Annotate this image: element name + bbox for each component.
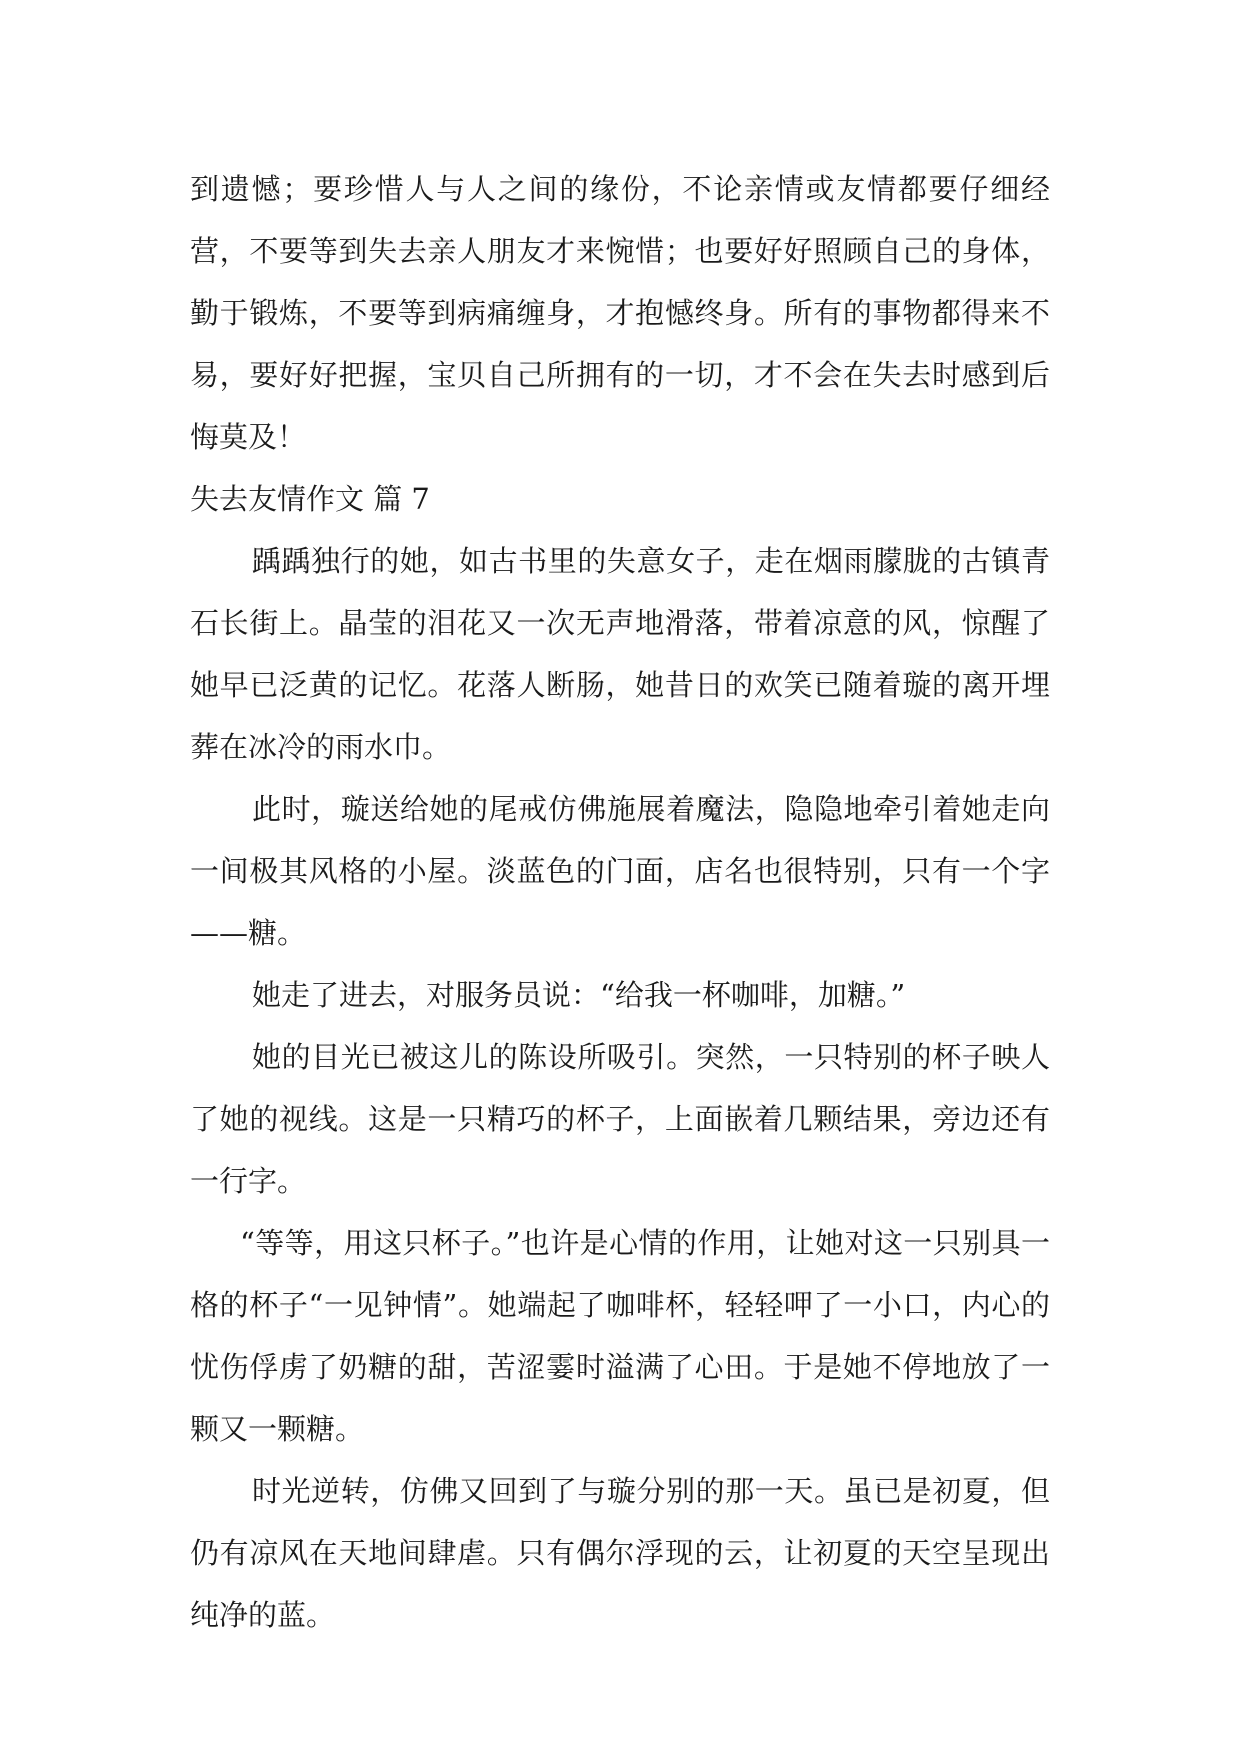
paragraph-1: 踽踽独行的她，如古书里的失意女子，走在烟雨朦胧的古镇青石长街上。晶莹的泪花又一次无声地滑落，带着凉意的风，惊醒了她早已泛黄的记忆。花落人断肠，她昔日的欢笑已随着璇的离开埋葬在冰冷的雨水巾。 bbox=[190, 544, 1050, 764]
section-heading: 失去友情作文 篇 7 bbox=[190, 482, 430, 516]
document-body bbox=[190, 158, 1050, 1646]
paragraph-6: 时光逆转，仿佛又回到了与璇分别的那一天。虽已是初夏，但仍有凉风在天地间肆虐。只有偶尔浮现的云，让初夏的天空呈现出纯净的蓝。 bbox=[190, 1474, 1050, 1632]
paragraph-2: 此时，璇送给她的尾戒仿佛施展着魔法，隐隐地牵引着她走向一间极其风格的小屋。淡蓝色的门面，店名也很特别，只有一个字——糖。 bbox=[190, 792, 1050, 950]
paragraph-3: 她走了进去，对服务员说：“给我一杯咖啡，加糖。” bbox=[252, 978, 906, 1012]
paragraph-5: “等等，用这只杯子。”也许是心情的作用，让她对这一只别具一格的杯子“一见钟情”。她端起了咖啡杯，轻轻呷了一小口，内心的忧伤俘虏了奶糖的甜，苦涩霎时溢满了心田。于是她不停地放了一颗又一颗糖。 bbox=[190, 1226, 1050, 1446]
paragraph-4: 她的目光已被这儿的陈设所吸引。突然，一只特别的杯子映人了她的视线。这是一只精巧的杯子，上面嵌着几颗结果，旁边还有一行字。 bbox=[190, 1040, 1050, 1198]
paragraph-closing: 到遗憾；要珍惜人与人之间的缘份，不论亲情或友情都要仔细经营，不要等到失去亲人朋友才来惋惜；也要好好照顾自己的身体，勤于锻炼，不要等到病痛缠身，才抱憾终身。所有的事物都得来不易，要好好把握，宝贝自己所拥有的一切，才不会在失去时感到后悔莫及！ bbox=[190, 172, 1050, 454]
